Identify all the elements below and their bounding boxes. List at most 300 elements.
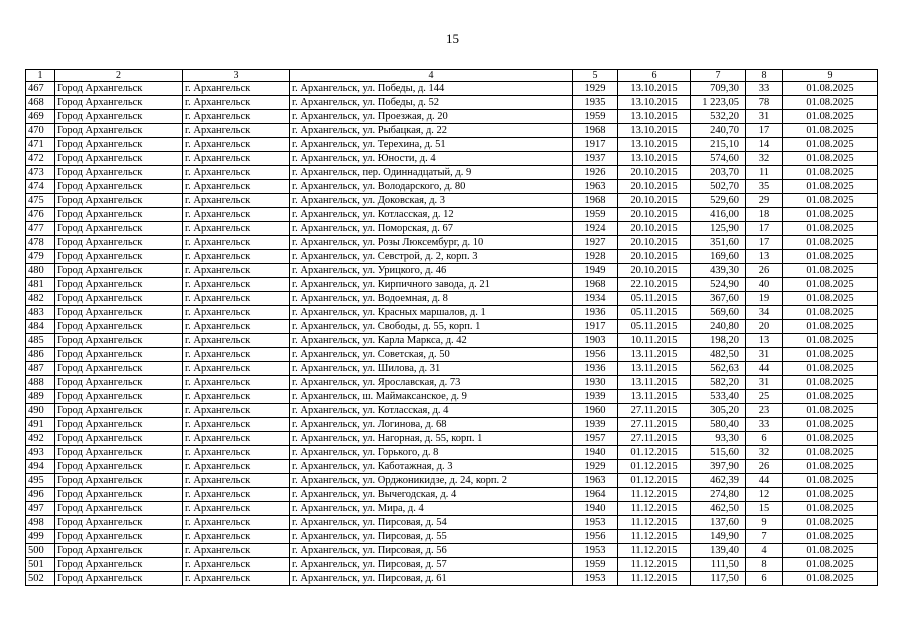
municipality-cell: Город Архангельск [55, 152, 183, 166]
resident-count-cell: 44 [746, 474, 783, 488]
area-cell: 397,90 [691, 460, 746, 474]
deadline-cell: 01.08.2025 [783, 502, 878, 516]
settlement-cell: г. Архангельск [183, 446, 290, 460]
municipality-cell: Город Архангельск [55, 446, 183, 460]
table-row [26, 236, 878, 250]
row-number-cell: 496 [26, 488, 55, 502]
build-year-cell: 1917 [573, 320, 618, 334]
deadline-cell: 01.08.2025 [783, 348, 878, 362]
address-cell: г. Архангельск, ул. Проезжая, д. 20 [290, 110, 573, 124]
address-cell: г. Архангельск, ул. Котласская, д. 12 [290, 208, 573, 222]
header-cell: 9 [783, 70, 878, 82]
header-cell: 4 [290, 70, 573, 82]
row-number-cell: 485 [26, 334, 55, 348]
table-row [26, 558, 878, 572]
inclusion-date-cell: 10.11.2015 [618, 334, 691, 348]
area-cell: 240,70 [691, 124, 746, 138]
address-cell: г. Архангельск, ул. Пирсовая, д. 57 [290, 558, 573, 572]
address-cell: г. Архангельск, ул. Доковская, д. 3 [290, 194, 573, 208]
build-year-cell: 1949 [573, 264, 618, 278]
settlement-cell: г. Архангельск [183, 572, 290, 586]
build-year-cell: 1953 [573, 544, 618, 558]
settlement-cell: г. Архангельск [183, 530, 290, 544]
row-number-cell: 491 [26, 418, 55, 432]
municipality-cell: Город Архангельск [55, 194, 183, 208]
row-number-cell: 499 [26, 530, 55, 544]
row-number-cell: 473 [26, 166, 55, 180]
deadline-cell: 01.08.2025 [783, 278, 878, 292]
build-year-cell: 1926 [573, 166, 618, 180]
row-number-cell: 500 [26, 544, 55, 558]
table-row [26, 194, 878, 208]
address-cell: г. Архангельск, ул. Севстрой, д. 2, корп. 3 [290, 250, 573, 264]
deadline-cell: 01.08.2025 [783, 544, 878, 558]
settlement-cell: г. Архангельск [183, 348, 290, 362]
deadline-cell: 01.08.2025 [783, 236, 878, 250]
inclusion-date-cell: 20.10.2015 [618, 180, 691, 194]
build-year-cell: 1959 [573, 558, 618, 572]
address-cell: г. Архангельск, ул. Урицкого, д. 46 [290, 264, 573, 278]
settlement-cell: г. Архангельск [183, 320, 290, 334]
settlement-cell: г. Архангельск [183, 138, 290, 152]
area-cell: 562,63 [691, 362, 746, 376]
deadline-cell: 01.08.2025 [783, 516, 878, 530]
row-number-cell: 490 [26, 404, 55, 418]
table-row [26, 418, 878, 432]
municipality-cell: Город Архангельск [55, 292, 183, 306]
municipality-cell: Город Архангельск [55, 166, 183, 180]
address-cell: г. Архангельск, ул. Рыбацкая, д. 22 [290, 124, 573, 138]
area-cell: 529,60 [691, 194, 746, 208]
table-row [26, 138, 878, 152]
deadline-cell: 01.08.2025 [783, 334, 878, 348]
inclusion-date-cell: 11.12.2015 [618, 572, 691, 586]
deadline-cell: 01.08.2025 [783, 362, 878, 376]
row-number-cell: 477 [26, 222, 55, 236]
resident-count-cell: 8 [746, 558, 783, 572]
table-row [26, 404, 878, 418]
table-row [26, 334, 878, 348]
resident-count-cell: 18 [746, 208, 783, 222]
housing-registry-table [25, 69, 878, 586]
municipality-cell: Город Архангельск [55, 348, 183, 362]
settlement-cell: г. Архангельск [183, 488, 290, 502]
resident-count-cell: 35 [746, 180, 783, 194]
settlement-cell: г. Архангельск [183, 124, 290, 138]
deadline-cell: 01.08.2025 [783, 82, 878, 96]
address-cell: г. Архангельск, ул. Водоемная, д. 8 [290, 292, 573, 306]
build-year-cell: 1928 [573, 250, 618, 264]
build-year-cell: 1960 [573, 404, 618, 418]
inclusion-date-cell: 01.12.2015 [618, 474, 691, 488]
build-year-cell: 1956 [573, 530, 618, 544]
table-row [26, 460, 878, 474]
row-number-cell: 474 [26, 180, 55, 194]
row-number-cell: 493 [26, 446, 55, 460]
table-row [26, 110, 878, 124]
row-number-cell: 471 [26, 138, 55, 152]
page-number: 15 [446, 31, 459, 46]
deadline-cell: 01.08.2025 [783, 264, 878, 278]
table-row [26, 474, 878, 488]
inclusion-date-cell: 13.11.2015 [618, 362, 691, 376]
inclusion-date-cell: 13.10.2015 [618, 152, 691, 166]
inclusion-date-cell: 13.10.2015 [618, 138, 691, 152]
deadline-cell: 01.08.2025 [783, 432, 878, 446]
area-cell: 482,50 [691, 348, 746, 362]
area-cell: 93,30 [691, 432, 746, 446]
build-year-cell: 1956 [573, 348, 618, 362]
address-cell: г. Архангельск, ул. Котласская, д. 4 [290, 404, 573, 418]
municipality-cell: Город Архангельск [55, 516, 183, 530]
build-year-cell: 1957 [573, 432, 618, 446]
row-number-cell: 501 [26, 558, 55, 572]
municipality-cell: Город Архангельск [55, 236, 183, 250]
deadline-cell: 01.08.2025 [783, 390, 878, 404]
resident-count-cell: 13 [746, 334, 783, 348]
settlement-cell: г. Архангельск [183, 278, 290, 292]
build-year-cell: 1959 [573, 208, 618, 222]
deadline-cell: 01.08.2025 [783, 138, 878, 152]
row-number-cell: 482 [26, 292, 55, 306]
area-cell: 502,70 [691, 180, 746, 194]
municipality-cell: Город Архангельск [55, 138, 183, 152]
address-cell: г. Архангельск, пер. Одиннадцатый, д. 9 [290, 166, 573, 180]
inclusion-date-cell: 20.10.2015 [618, 236, 691, 250]
build-year-cell: 1903 [573, 334, 618, 348]
row-number-cell: 502 [26, 572, 55, 586]
deadline-cell: 01.08.2025 [783, 418, 878, 432]
address-cell: г. Архангельск, ул. Ярославская, д. 73 [290, 376, 573, 390]
resident-count-cell: 17 [746, 124, 783, 138]
municipality-cell: Город Архангельск [55, 96, 183, 110]
deadline-cell: 01.08.2025 [783, 376, 878, 390]
deadline-cell: 01.08.2025 [783, 320, 878, 334]
row-number-cell: 495 [26, 474, 55, 488]
municipality-cell: Город Архангельск [55, 334, 183, 348]
deadline-cell: 01.08.2025 [783, 124, 878, 138]
municipality-cell: Город Архангельск [55, 320, 183, 334]
row-number-cell: 478 [26, 236, 55, 250]
table-row [26, 446, 878, 460]
table-header-row [26, 70, 878, 82]
address-cell: г. Архангельск, ул. Терехина, д. 51 [290, 138, 573, 152]
row-number-cell: 472 [26, 152, 55, 166]
resident-count-cell: 9 [746, 516, 783, 530]
resident-count-cell: 26 [746, 460, 783, 474]
municipality-cell: Город Архангельск [55, 180, 183, 194]
table-row [26, 278, 878, 292]
settlement-cell: г. Архангельск [183, 264, 290, 278]
table-row [26, 502, 878, 516]
build-year-cell: 1939 [573, 390, 618, 404]
address-cell: г. Архангельск, ш. Маймаксанское, д. 9 [290, 390, 573, 404]
settlement-cell: г. Архангельск [183, 404, 290, 418]
table-row [26, 82, 878, 96]
build-year-cell: 1927 [573, 236, 618, 250]
municipality-cell: Город Архангельск [55, 376, 183, 390]
municipality-cell: Город Архангельск [55, 488, 183, 502]
address-cell: г. Архангельск, ул. Поморская, д. 67 [290, 222, 573, 236]
build-year-cell: 1963 [573, 474, 618, 488]
inclusion-date-cell: 11.12.2015 [618, 530, 691, 544]
municipality-cell: Город Архангельск [55, 404, 183, 418]
area-cell: 532,20 [691, 110, 746, 124]
settlement-cell: г. Архангельск [183, 558, 290, 572]
resident-count-cell: 12 [746, 488, 783, 502]
resident-count-cell: 31 [746, 348, 783, 362]
area-cell: 582,20 [691, 376, 746, 390]
row-number-cell: 484 [26, 320, 55, 334]
inclusion-date-cell: 20.10.2015 [618, 208, 691, 222]
table-row [26, 348, 878, 362]
area-cell: 305,20 [691, 404, 746, 418]
build-year-cell: 1953 [573, 572, 618, 586]
inclusion-date-cell: 11.12.2015 [618, 488, 691, 502]
resident-count-cell: 20 [746, 320, 783, 334]
address-cell: г. Архангельск, ул. Орджоникидзе, д. 24, корп. 2 [290, 474, 573, 488]
inclusion-date-cell: 01.12.2015 [618, 460, 691, 474]
inclusion-date-cell: 13.10.2015 [618, 82, 691, 96]
row-number-cell: 488 [26, 376, 55, 390]
resident-count-cell: 13 [746, 250, 783, 264]
row-number-cell: 497 [26, 502, 55, 516]
municipality-cell: Город Архангельск [55, 222, 183, 236]
municipality-cell: Город Архангельск [55, 110, 183, 124]
inclusion-date-cell: 20.10.2015 [618, 166, 691, 180]
table-row [26, 376, 878, 390]
settlement-cell: г. Архангельск [183, 474, 290, 488]
municipality-cell: Город Архангельск [55, 362, 183, 376]
build-year-cell: 1934 [573, 292, 618, 306]
build-year-cell: 1929 [573, 82, 618, 96]
table-row [26, 124, 878, 138]
row-number-cell: 480 [26, 264, 55, 278]
settlement-cell: г. Архангельск [183, 96, 290, 110]
deadline-cell: 01.08.2025 [783, 194, 878, 208]
address-cell: г. Архангельск, ул. Свободы, д. 55, корп. 1 [290, 320, 573, 334]
address-cell: г. Архангельск, ул. Нагорная, д. 55, корп. 1 [290, 432, 573, 446]
settlement-cell: г. Архангельск [183, 362, 290, 376]
row-number-cell: 492 [26, 432, 55, 446]
address-cell: г. Архангельск, ул. Пирсовая, д. 55 [290, 530, 573, 544]
settlement-cell: г. Архангельск [183, 208, 290, 222]
build-year-cell: 1968 [573, 194, 618, 208]
area-cell: 139,40 [691, 544, 746, 558]
build-year-cell: 1939 [573, 418, 618, 432]
resident-count-cell: 17 [746, 222, 783, 236]
settlement-cell: г. Архангельск [183, 236, 290, 250]
area-cell: 169,60 [691, 250, 746, 264]
deadline-cell: 01.08.2025 [783, 166, 878, 180]
inclusion-date-cell: 20.10.2015 [618, 194, 691, 208]
inclusion-date-cell: 27.11.2015 [618, 432, 691, 446]
area-cell: 117,50 [691, 572, 746, 586]
build-year-cell: 1963 [573, 180, 618, 194]
inclusion-date-cell: 05.11.2015 [618, 292, 691, 306]
build-year-cell: 1935 [573, 96, 618, 110]
inclusion-date-cell: 27.11.2015 [618, 418, 691, 432]
row-number-cell: 486 [26, 348, 55, 362]
table-row [26, 208, 878, 222]
inclusion-date-cell: 11.12.2015 [618, 544, 691, 558]
deadline-cell: 01.08.2025 [783, 530, 878, 544]
area-cell: 1 223,05 [691, 96, 746, 110]
settlement-cell: г. Архангельск [183, 166, 290, 180]
resident-count-cell: 17 [746, 236, 783, 250]
address-cell: г. Архангельск, ул. Кирпичного завода, д. 21 [290, 278, 573, 292]
inclusion-date-cell: 05.11.2015 [618, 306, 691, 320]
deadline-cell: 01.08.2025 [783, 180, 878, 194]
address-cell: г. Архангельск, ул. Логинова, д. 68 [290, 418, 573, 432]
deadline-cell: 01.08.2025 [783, 306, 878, 320]
table-row [26, 264, 878, 278]
area-cell: 367,60 [691, 292, 746, 306]
resident-count-cell: 19 [746, 292, 783, 306]
address-cell: г. Архангельск, ул. Карла Маркса, д. 42 [290, 334, 573, 348]
table-body [26, 82, 878, 586]
address-cell: г. Архангельск, ул. Шилова, д. 31 [290, 362, 573, 376]
table-row [26, 250, 878, 264]
resident-count-cell: 7 [746, 530, 783, 544]
resident-count-cell: 32 [746, 152, 783, 166]
municipality-cell: Город Архангельск [55, 460, 183, 474]
area-cell: 351,60 [691, 236, 746, 250]
table-row [26, 222, 878, 236]
deadline-cell: 01.08.2025 [783, 96, 878, 110]
inclusion-date-cell: 11.12.2015 [618, 516, 691, 530]
area-cell: 137,60 [691, 516, 746, 530]
resident-count-cell: 26 [746, 264, 783, 278]
settlement-cell: г. Архангельск [183, 376, 290, 390]
row-number-cell: 475 [26, 194, 55, 208]
area-cell: 515,60 [691, 446, 746, 460]
area-cell: 416,00 [691, 208, 746, 222]
settlement-cell: г. Архангельск [183, 418, 290, 432]
header-cell: 3 [183, 70, 290, 82]
build-year-cell: 1959 [573, 110, 618, 124]
resident-count-cell: 44 [746, 362, 783, 376]
settlement-cell: г. Архангельск [183, 516, 290, 530]
row-number-cell: 469 [26, 110, 55, 124]
inclusion-date-cell: 20.10.2015 [618, 264, 691, 278]
address-cell: г. Архангельск, ул. Советская, д. 50 [290, 348, 573, 362]
deadline-cell: 01.08.2025 [783, 250, 878, 264]
header-cell: 8 [746, 70, 783, 82]
deadline-cell: 01.08.2025 [783, 460, 878, 474]
resident-count-cell: 31 [746, 110, 783, 124]
table-row [26, 390, 878, 404]
municipality-cell: Город Архангельск [55, 502, 183, 516]
deadline-cell: 01.08.2025 [783, 292, 878, 306]
build-year-cell: 1968 [573, 124, 618, 138]
resident-count-cell: 31 [746, 376, 783, 390]
area-cell: 439,30 [691, 264, 746, 278]
inclusion-date-cell: 11.12.2015 [618, 558, 691, 572]
area-cell: 149,90 [691, 530, 746, 544]
area-cell: 198,20 [691, 334, 746, 348]
resident-count-cell: 11 [746, 166, 783, 180]
row-number-cell: 470 [26, 124, 55, 138]
build-year-cell: 1930 [573, 376, 618, 390]
row-number-cell: 489 [26, 390, 55, 404]
inclusion-date-cell: 13.10.2015 [618, 110, 691, 124]
address-cell: г. Архангельск, ул. Победы, д. 144 [290, 82, 573, 96]
municipality-cell: Город Архангельск [55, 208, 183, 222]
row-number-cell: 476 [26, 208, 55, 222]
settlement-cell: г. Архангельск [183, 460, 290, 474]
deadline-cell: 01.08.2025 [783, 572, 878, 586]
deadline-cell: 01.08.2025 [783, 474, 878, 488]
area-cell: 462,50 [691, 502, 746, 516]
inclusion-date-cell: 20.10.2015 [618, 250, 691, 264]
area-cell: 215,10 [691, 138, 746, 152]
settlement-cell: г. Архангельск [183, 194, 290, 208]
area-cell: 709,30 [691, 82, 746, 96]
municipality-cell: Город Архангельск [55, 82, 183, 96]
table-row [26, 572, 878, 586]
settlement-cell: г. Архангельск [183, 306, 290, 320]
row-number-cell: 481 [26, 278, 55, 292]
build-year-cell: 1940 [573, 446, 618, 460]
row-number-cell: 479 [26, 250, 55, 264]
header-cell: 2 [55, 70, 183, 82]
build-year-cell: 1917 [573, 138, 618, 152]
municipality-cell: Город Архангельск [55, 250, 183, 264]
table-row [26, 320, 878, 334]
resident-count-cell: 33 [746, 82, 783, 96]
table-row [26, 96, 878, 110]
build-year-cell: 1953 [573, 516, 618, 530]
area-cell: 111,50 [691, 558, 746, 572]
row-number-cell: 483 [26, 306, 55, 320]
inclusion-date-cell: 22.10.2015 [618, 278, 691, 292]
address-cell: г. Архангельск, ул. Пирсовая, д. 61 [290, 572, 573, 586]
address-cell: г. Архангельск, ул. Володарского, д. 80 [290, 180, 573, 194]
inclusion-date-cell: 11.12.2015 [618, 502, 691, 516]
resident-count-cell: 33 [746, 418, 783, 432]
build-year-cell: 1924 [573, 222, 618, 236]
resident-count-cell: 29 [746, 194, 783, 208]
area-cell: 462,39 [691, 474, 746, 488]
resident-count-cell: 14 [746, 138, 783, 152]
table-row [26, 516, 878, 530]
area-cell: 125,90 [691, 222, 746, 236]
settlement-cell: г. Архангельск [183, 82, 290, 96]
settlement-cell: г. Архангельск [183, 180, 290, 194]
header-cell: 1 [26, 70, 55, 82]
inclusion-date-cell: 13.11.2015 [618, 390, 691, 404]
address-cell: г. Архангельск, ул. Каботажная, д. 3 [290, 460, 573, 474]
resident-count-cell: 23 [746, 404, 783, 418]
resident-count-cell: 78 [746, 96, 783, 110]
row-number-cell: 468 [26, 96, 55, 110]
settlement-cell: г. Архангельск [183, 250, 290, 264]
municipality-cell: Город Архангельск [55, 390, 183, 404]
address-cell: г. Архангельск, ул. Розы Люксембург, д. 10 [290, 236, 573, 250]
table-row [26, 292, 878, 306]
address-cell: г. Архангельск, ул. Пирсовая, д. 54 [290, 516, 573, 530]
table-row [26, 488, 878, 502]
deadline-cell: 01.08.2025 [783, 110, 878, 124]
municipality-cell: Город Архангельск [55, 474, 183, 488]
table-row [26, 432, 878, 446]
deadline-cell: 01.08.2025 [783, 208, 878, 222]
deadline-cell: 01.08.2025 [783, 222, 878, 236]
area-cell: 574,60 [691, 152, 746, 166]
address-cell: г. Архангельск, ул. Пирсовая, д. 56 [290, 544, 573, 558]
settlement-cell: г. Архангельск [183, 544, 290, 558]
